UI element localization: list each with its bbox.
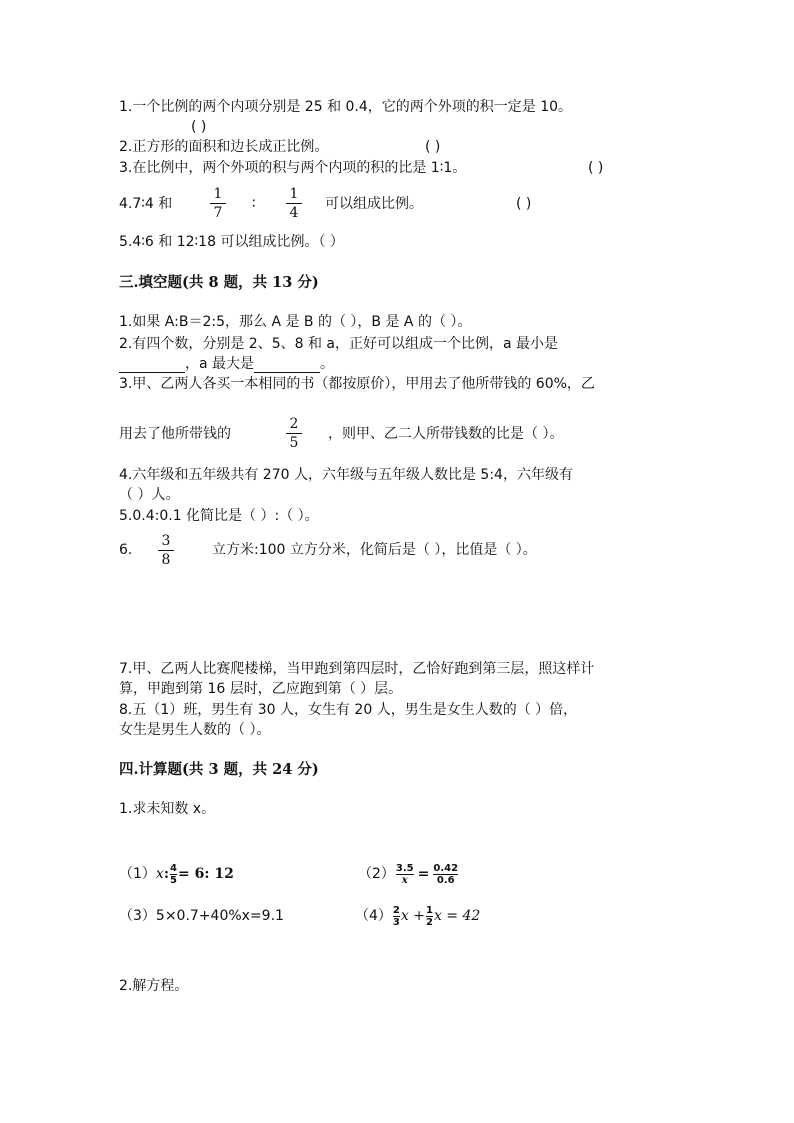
question-3-7-line2: 算，甲跑到第 16 层时，乙应跑到第（ ）层。 (119, 681, 403, 697)
question-3-4-line2: （ ）人。 (119, 487, 180, 503)
fraction-denominator: 5 (289, 435, 299, 451)
equation-2 (358, 858, 459, 890)
text-segment: 。 (320, 356, 335, 372)
fraction-numerator: 1 (289, 186, 299, 202)
question-2-3: 3.在比例中，两个外项的积与两个内项的积的比是 1∶1。 (119, 160, 467, 176)
fraction-one-seventh (210, 186, 226, 221)
equation-1 (119, 860, 234, 888)
question-3-8-line2: 女生是男生人数的（ ）。 (119, 722, 271, 738)
section-4-heading: 四.计算题(共 3 题，共 24 分) (119, 761, 319, 778)
fraction-four-fifths (170, 863, 177, 886)
question-3-5: 5.0.4:0.1 化简比是（ ）:（ ）。 (119, 508, 319, 524)
fraction-three-eighths (158, 533, 174, 568)
variable-x: x (155, 866, 164, 882)
equation-label: （2） (358, 866, 395, 882)
fraction-left (396, 863, 414, 886)
answer-paren[interactable]: ( ) (588, 160, 604, 176)
answer-paren[interactable]: ( ) (191, 119, 207, 135)
question-2-4-prefix: 4.7∶4 和 (119, 196, 173, 212)
fraction-two-fifths (286, 416, 302, 451)
question-3-2-line2 (119, 355, 334, 373)
answer-paren[interactable]: ( ) (425, 139, 441, 155)
fraction-denominator: 0.6 (433, 874, 458, 886)
equation-label: （1） (119, 866, 156, 882)
fraction-denominator: 3 (392, 916, 400, 928)
question-3-6-suffix: 立方米:100 立方分米，化简后是（ ），比值是（ ）。 (212, 542, 537, 558)
fraction-denominator: 7 (213, 205, 223, 221)
answer-paren[interactable]: ( ) (516, 196, 532, 212)
text-segment: ，a 最大是 (185, 356, 255, 372)
question-2-2: 2.正方形的面积和边长成正比例。 (119, 139, 329, 155)
question-2-1: 1.一个比例的两个内项分别是 25 和 0.4，它的两个外项的积一定是 10。 (119, 99, 573, 115)
fraction-two-thirds (393, 905, 400, 928)
question-2-4-suffix: 可以组成比例。 (325, 196, 423, 212)
fraction-denominator: 2 (425, 916, 433, 928)
question-4-1: 1.求未知数 x。 (119, 801, 216, 817)
fraction-numerator: 2 (392, 904, 400, 916)
fraction-numerator: 2 (289, 416, 299, 432)
equals-sign: = (417, 866, 430, 882)
ratio-colon: ∶ (252, 196, 256, 212)
equation-label: （4） (355, 908, 392, 924)
answer-blank[interactable] (119, 358, 185, 373)
fraction-numerator: 0.42 (433, 862, 459, 874)
question-4-2: 2.解方程。 (119, 978, 189, 994)
fraction-numerator: 1 (213, 186, 223, 202)
fraction-numerator: 3.5 (395, 862, 414, 874)
question-3-2-line1: 2.有四个数，分别是 2、5、8 和 a，正好可以组成一个比例，a 最小是 (119, 336, 559, 352)
fraction-denominator: x (396, 874, 414, 886)
question-3-8-line1: 8.五（1）班，男生有 30 人，女生有 20 人，男生是女生人数的（ ）倍， (119, 702, 578, 718)
answer-blank[interactable] (254, 358, 320, 373)
fraction-numerator: 4 (170, 862, 177, 874)
question-2-5: 5.4∶6 和 12∶18 可以组成比例。（ ） (119, 234, 344, 250)
equation-3: （3）5×0.7+40%x=9.1 (119, 908, 284, 924)
fraction-numerator: 3 (161, 533, 171, 549)
section-3-heading: 三.填空题(共 8 题，共 13 分) (119, 274, 319, 291)
fraction-denominator: 4 (289, 205, 299, 221)
equation-rest: = 6: 12 (177, 866, 234, 882)
fraction-one-half (426, 905, 433, 928)
fraction-denominator: 5 (170, 874, 177, 886)
question-3-3-line2a: 用去了他所带钱的 (119, 426, 231, 442)
fraction-right (433, 863, 458, 886)
question-3-1: 1.如果 A:B＝2:5，那么 A 是 B 的（ ），B 是 A 的（ ）。 (119, 314, 472, 330)
equation-middle: x + (400, 908, 425, 924)
fraction-numerator: 1 (425, 904, 433, 916)
equation-4 (355, 902, 480, 930)
equation-rest: x = 42 (433, 908, 481, 924)
fraction-denominator: 8 (161, 552, 171, 568)
question-3-7-line1: 7.甲、乙两人比赛爬楼梯，当甲跑到第四层时，乙恰好跑到第三层，照这样计 (119, 661, 595, 677)
question-3-3-line1: 3.甲、乙两人各买一本相同的书（都按原价），甲用去了他所带钱的 60%，乙 (119, 376, 595, 392)
question-3-6-prefix: 6. (119, 542, 133, 558)
question-3-4-line1: 4.六年级和五年级共有 270 人，六年级与五年级人数比是 5:4，六年级有 (119, 467, 573, 483)
fraction-one-quarter (286, 186, 302, 221)
question-3-3-line2b: ，则甲、乙二人所带钱数的比是（ ）。 (328, 426, 564, 442)
colon-sign: : (163, 866, 169, 882)
